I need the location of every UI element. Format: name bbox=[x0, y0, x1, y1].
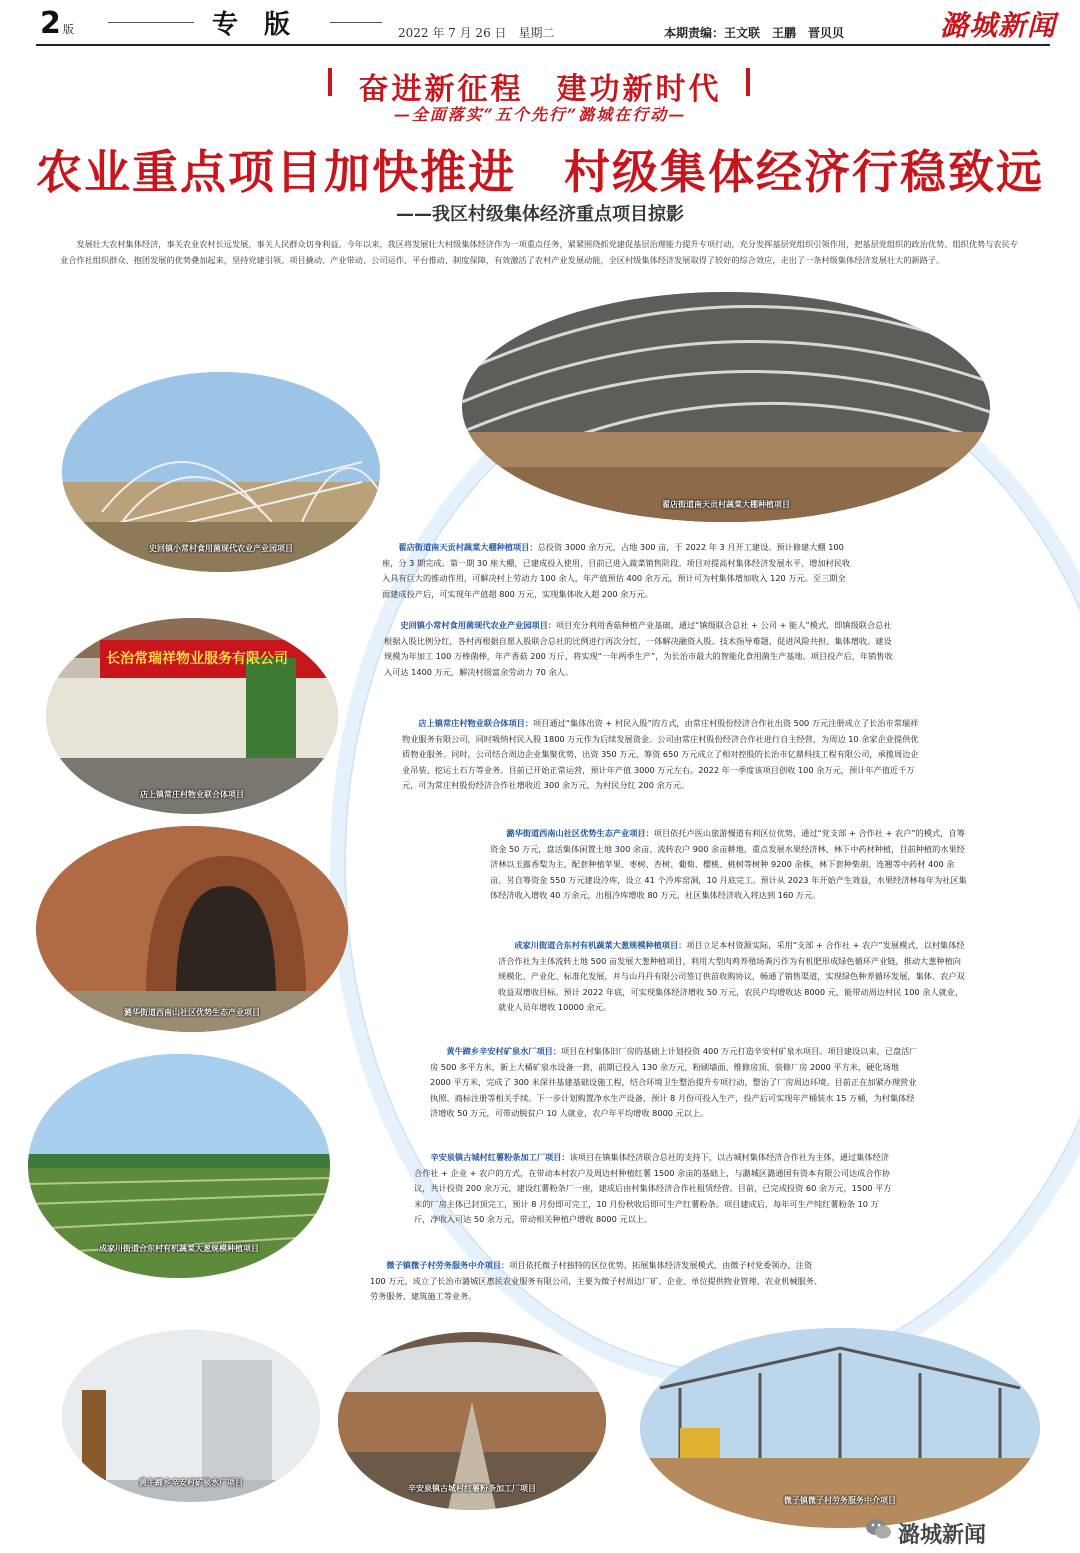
editors-line: 本期责编：王文联 王鹏 晋贝贝 bbox=[664, 26, 845, 40]
photo-construction bbox=[640, 1328, 1040, 1528]
article-nantiangong bbox=[382, 540, 852, 602]
article-title: 黄牛蹄乡辛安村矿泉水厂项目： bbox=[446, 1046, 562, 1056]
photo-caption: 潞华街道西南山社区优势生态产业项目 bbox=[124, 1008, 260, 1017]
article-body: 项目依托微子村独特的区位优势，拓展集体经济发展模式，由微子村党委领办，注资 100 万元，成立了长治市潞城区惠民农业服务有限公司，主要为微子村周边厂矿、企业、单位提供物业管理、农业机械服务、劳务服务、建筑施工等业务。 bbox=[370, 1260, 823, 1302]
photo-water-plant bbox=[62, 1330, 320, 1502]
photo-caption: 辛安泉镇古城村红薯粉条加工厂项目 bbox=[408, 1484, 536, 1493]
issue-date: 2022 年 7 月 26 日 星期二 bbox=[398, 26, 555, 40]
article-xinan bbox=[430, 1044, 920, 1122]
intro-paragraph: 发展壮大农村集体经济，事关农业农村长远发展，事关人民群众切身利益。今年以来，我区将发展壮大村级集体经济作为一项重点任务，紧紧围绕抓党建促基层治理能力提升专项行动，充分发挥基层党组织引领作用，把基层党组织的政治优势、组织优势与农民专业合作社组织群众、抱团发展的优势叠加起来，坚持党建引领、项目撬动、产业带动、公司运作、平台推动、制度保障，有效激活了农村产业发展动能，全区村级集体经济发展取得了较好的综合效应，走出了一条村级集体经济发展壮大的新路子。 bbox=[60, 239, 1018, 265]
article-title: 微子镇微子村劳务服务中介项目： bbox=[386, 1260, 510, 1270]
watermark: 潞城新闻 bbox=[898, 1523, 987, 1548]
article-body: 项目通过“集体出资 + 村民入股”的方式，由常庄村股份经济合作社出资 500 万元注册成立了长治市常瑞祥物业服务有限公司，同时吸纳村民入股 1800 万元作为后续发展资金。公司由常庄村股份经济合作社进行自主经营，为周边 10 余家企业提供优质物业服务。同时，公司结合周边企业集聚优势，出资 350 万元、筹资 650 万元成立了相对控股的长治市亿鼎科技工程有限公司，承揽周边企业吊装、挖运土石方等业务。目前已开始正常运营，预计年产值 3000 万元左右。2022 年一季度该项目创收 100 余万元，预计年产值近千万元，可为常庄村股份经济合作社增收近 300 余万元，为村民分红 200 余万元。 bbox=[402, 718, 919, 791]
masthead-logo: 潞城新闻 bbox=[940, 9, 1057, 42]
header-rule-mid bbox=[330, 22, 382, 23]
slogan-bar-right bbox=[746, 68, 750, 96]
article-title: 翟店街道南天贡村蔬菜大棚种植项目： bbox=[398, 542, 538, 552]
article-body: 项目在村集体旧厂房的基础上计划投资 400 万元打造辛安村矿泉水项目。项目建设以来，已盘活厂房 500 多平方米，新上大桶矿泉水设备一套，前期已投入 130 余万元，粉刷墙面、维修房顶、装修厂房 2000 平方米，硬化场地 2000 平方米，完成了 300 米深井基建基础设施工程，结合环境卫生整治提升专项行动，整治了厂房周边环境。目前正在加紧办理营业执照、商标注册等相关手续。下一步计划购置净水生产设备，预计 8 月份可投入生产，投产后可实现年产桶装水 15 万桶，为村集体经济增收 50 万元，可带动脱贫户 10 人就业，农户年平均增收 8000 元以上。 bbox=[430, 1046, 918, 1119]
article-xinanshan bbox=[490, 826, 968, 904]
photo-caption: 翟店街道南天贡村蔬菜大棚种植项目 bbox=[662, 500, 790, 509]
photo-caption: 史回镇小常村食用菌现代农业产业园项目 bbox=[149, 544, 293, 553]
signboard-text: 长治常瑞祥物业服务有限公司 bbox=[106, 651, 288, 667]
photo-greenhouse bbox=[462, 292, 990, 522]
header-rule-left bbox=[108, 22, 194, 23]
article-title: 辛安泉镇古城村红薯粉条加工厂项目： bbox=[430, 1152, 570, 1162]
photo-mushroom-park bbox=[62, 372, 380, 572]
page-number: 2 版 bbox=[40, 6, 74, 41]
article-hedong bbox=[498, 938, 968, 1016]
photo-scallion-field bbox=[28, 1054, 330, 1278]
article-title: 史回镇小常村食用菌现代农业产业园项目： bbox=[400, 620, 556, 630]
wechat-icon bbox=[864, 1514, 894, 1544]
article-title: 潞华街道西南山社区优势生态产业项目： bbox=[506, 828, 654, 838]
subheadline: ——我区村级集体经济重点项目掠影 bbox=[396, 204, 684, 225]
section-name: 专版 bbox=[212, 10, 317, 40]
article-body: 项目依托卢医山旅游慢道有利区位优势，通过“党支部 + 合作社 + 农户”的模式，自筹资金 50 万元，盘活集体闲置土地 300 余亩、流转农户 900 余亩耕地，重点发展水果经济林、林下中药材种植，目前种植的水果经济林以玉露香梨为主，配套种植苹果、枣树、杏树、葡萄、樱桃、桃树等树种 9200 余株，林下套种柴胡、连翘等中药材 400 余亩。另自筹资金 550 万元建设冷库，设立 41 个冷库窑洞，10 月底完工。预计从 2023 年开始产生效益，水果经济林每年为社区集体经济收入增收 40 万余元，出租冷库增收 80 万元，社区集体经济收入将达到 160 万元。 bbox=[490, 828, 967, 901]
photo-noodle-factory bbox=[338, 1332, 606, 1510]
article-changzhuang bbox=[402, 716, 922, 794]
article-gucheng bbox=[414, 1150, 894, 1228]
headline: 农业重点项目加快推进 村级集体经济行稳致远 bbox=[36, 145, 1044, 199]
article-body: 该项目在镇集体经济联合总社的支持下，以古城村集体经济合作社为主体，通过集体经济合作社 + 企业 + 农户的方式，在带动本村农户及周边村种植红薯 1500 余亩的基础上，与潞城区潞通国有资本有限公司达成合作协议，共计投资 200 余万元，建设红薯粉条厂一座，建成后由村集体经济合作社租赁经营。目前，已完成投资 60 余万元，1500 平方米的厂房主体已封顶完工，预计 8 月份即可完工，10 月份秋收后即可生产红薯粉条。项目建成后，每年可生产纯红薯粉条 10 万斤，净收入可达 50 余万元，带动相关种植户增收 8000 元以上。 bbox=[414, 1152, 892, 1225]
photo-caption: 成家川街道合东村有机蔬菜大葱规模种植项目 bbox=[99, 1244, 259, 1253]
article-weizi bbox=[370, 1258, 830, 1305]
photo-caption: 店上镇常庄村物业联合体项目 bbox=[140, 790, 244, 799]
article-body: 项目立足本村资源实际，采用“支部 + 合作社 + 农户”发展模式，以村集体经济合作社为主体流转土地 500 亩发展大葱种植项目，利用大型肉鸡养殖场粪污作为有机肥形成绿色循环产业链，推动大葱种植向规模化、产业化、标准化发展，并与山丹丹有限公司签订供苗收购协议，畅通了销售渠道，实现绿色种养循环发展，集体、农户双收益双增收目标。预计 2022 年底，可实现集体经济增收 50 万元，农民户均增收达 8000 元，能带动周边村民 100 余人就业，就业人员年增收 10000 余元。 bbox=[498, 940, 965, 1013]
slogan-sub: —全面落实“五个先行”潞城在行动— bbox=[393, 105, 687, 124]
photo-property-company bbox=[46, 618, 338, 814]
article-body: 项目充分利用香菇种植产业基础，通过“镇级联合总社 + 公司 + 能人”模式，即镇级联合总社根据入股比例分红，各村再根据自愿入股联合总社的比例进行再次分红，一体解决融资入股、技术指导难题，促进风险共担、集体增收。建设规模为年加工 100 万棒菌棒，年产香菇 200 万斤，将实现“一年两季生产”，为长治市最大的智能化食用菌生产基地。项目投产后，年销售收入可达 1400 万元，解决村级富余劳动力 70 余人。 bbox=[384, 620, 893, 677]
slogan-main: 奋进新征程 建功新时代 bbox=[358, 72, 722, 107]
photo-caption: 黄牛蹄乡辛安村矿泉水厂项目 bbox=[139, 1478, 243, 1487]
header-divider bbox=[36, 44, 1050, 46]
article-xiaochang bbox=[384, 618, 894, 680]
article-title: 成家川街道合东村有机蔬菜大葱规模种植项目： bbox=[514, 940, 687, 950]
article-body: 总投资 3000 余万元，占地 300 亩，于 2022 年 3 月开工建设。预计修建大棚 100 座，分 3 期完成。第一期 30 座大棚，已建成投入使用，目前已进入蔬菜销售阶段。项目对提高村集体经济发展水平、增加村民收入具有巨大的推动作用，可解决村上劳动力 100 余人，年产值预估 400 余万元，预计可为村集体增加收入 120 万元。至三期全面建成投产后，可实现年产值超 800 万元，实现集体收入超 200 余万元。 bbox=[382, 542, 851, 599]
photo-caption: 微子镇微子村劳务服务中介项目 bbox=[784, 1496, 896, 1505]
photo-ecology-industry bbox=[36, 826, 348, 1032]
article-title: 店上镇常庄村物业联合体项目： bbox=[418, 718, 534, 728]
